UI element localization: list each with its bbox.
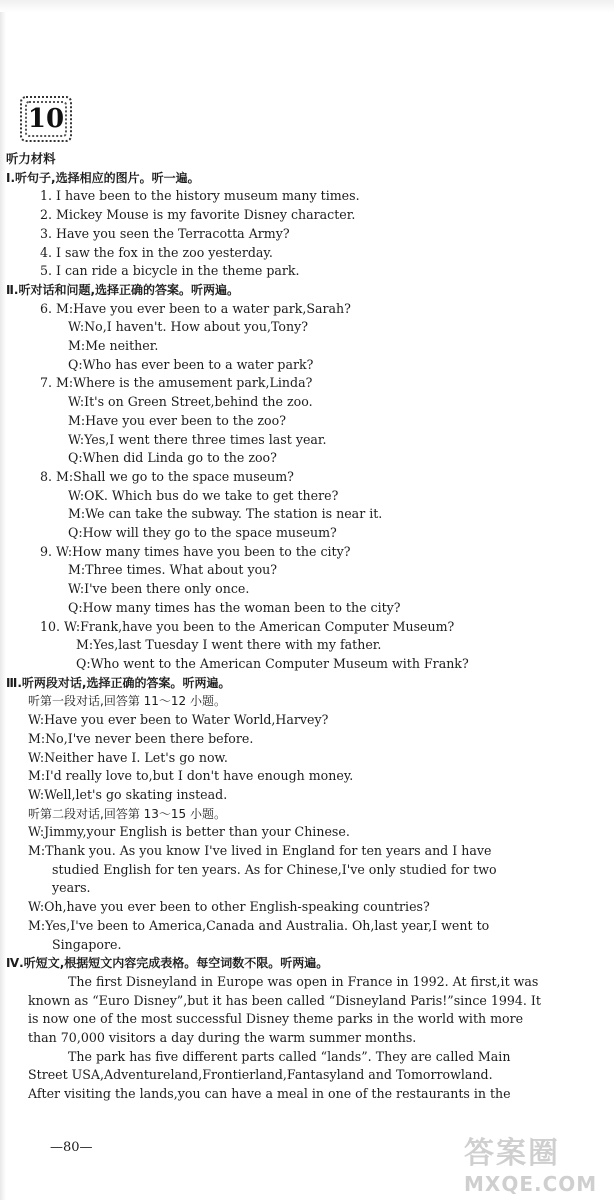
text-line: W:Have you ever been to Water World,Harvey? xyxy=(28,712,329,728)
text-line: W:Well,let's go skating instead. xyxy=(28,786,228,802)
text-line: 6. M:Have you ever been to a water park,Sarah? xyxy=(40,300,351,316)
text-line: years. xyxy=(52,880,91,896)
text-line: W:It's on Green Street,behind the zoo. xyxy=(68,394,313,410)
text-line: 听第一段对话,回答第 11～12 小题。 xyxy=(28,694,226,709)
text-line: is now one of the most successful Disney theme parks in the world with more xyxy=(28,1011,524,1027)
text-line: M:Yes,I've been to America,Canada and Australia. Oh,last year,I went to xyxy=(28,917,490,933)
text-line: Q:How will they go to the space museum? xyxy=(68,525,337,541)
text-line: 9. W:How many times have you been to the city? xyxy=(40,543,351,559)
text-line: W:Jimmy,your English is better than your Chinese. xyxy=(28,824,350,840)
text-line: M:Me neither. xyxy=(68,338,159,354)
text-line: W:Oh,have you ever been to other English-speaking countries? xyxy=(28,899,430,915)
text-line: Q:Who has ever been to a water park? xyxy=(68,356,314,372)
text-line: 听第二段对话,回答第 13～15 小题。 xyxy=(28,806,226,821)
text-line: The park has five different parts called “lands”. They are called Main xyxy=(68,1048,511,1064)
unit-number-badge: 10 xyxy=(20,96,72,142)
text-line: 5. I can ride a bicycle in the theme park. xyxy=(40,263,300,279)
watermark-logo xyxy=(464,1128,604,1196)
section-heading: Ⅲ.听两段对话,选择正确的答案。听两遍。 xyxy=(6,675,231,690)
text-line: M:No,I've never been there before. xyxy=(28,730,254,746)
text-line: Q:When did Linda go to the zoo? xyxy=(68,450,277,466)
text-line: W:Yes,I went there three times last year. xyxy=(68,431,327,447)
watermark-bottom-text: MXQE.COM xyxy=(464,1172,598,1196)
text-line: W:I've been there only once. xyxy=(68,581,250,597)
text-line: M:Have you ever been to the zoo? xyxy=(68,412,286,428)
text-line: than 70,000 visitors a day during the warm summer months. xyxy=(28,1030,417,1046)
text-line: 8. M:Shall we go to the space museum? xyxy=(40,468,294,484)
text-line: Street USA,Adventureland,Frontierland,Fantasyland and Tomorrowland. xyxy=(28,1067,493,1083)
text-line: 10. W:Frank,have you been to the American Computer Museum? xyxy=(40,618,455,634)
text-line: M:Three times. What about you? xyxy=(68,562,278,578)
text-line: W:Neither have I. Let's go now. xyxy=(28,749,228,765)
text-line: M:Thank you. As you know I've lived in England for ten years and I have xyxy=(28,843,492,859)
text-line: known as “Euro Disney”,but it has been called “Disneyland Paris!”since 1994. It xyxy=(28,992,541,1008)
text-line: M:Yes,last Tuesday I went there with my father. xyxy=(76,637,382,653)
text-line: Singapore. xyxy=(52,936,122,952)
text-line: After visiting the lands,you can have a meal in one of the restaurants in the xyxy=(28,1086,511,1102)
section-heading: Ⅱ.听对话和问题,选择正确的答案。听两遍。 xyxy=(6,282,240,297)
text-line: 7. M:Where is the amusement park,Linda? xyxy=(40,375,313,391)
section-heading: Ⅰ.听句子,选择相应的图片。听一遍。 xyxy=(6,170,200,185)
page-number: —80— xyxy=(50,1140,93,1155)
text-line: The first Disneyland in Europe was open in France in 1992. At first,it was xyxy=(68,973,539,989)
text-line: 4. I saw the fox in the zoo yesterday. xyxy=(40,244,273,260)
text-line: W:No,I haven't. How about you,Tony? xyxy=(68,319,308,335)
text-line: 2. Mickey Mouse is my favorite Disney character. xyxy=(40,207,356,223)
text-line: 3. Have you seen the Terracotta Army? xyxy=(40,225,290,241)
text-line: M:I'd really love to,but I don't have enough money. xyxy=(28,768,354,784)
watermark-top-text: 答案圈 xyxy=(464,1136,560,1171)
listening-material xyxy=(6,150,606,1104)
text-line: 1. I have been to the history museum many times. xyxy=(40,188,360,204)
section-heading: Ⅳ.听短文,根据短文内容完成表格。每空词数不限。听两遍。 xyxy=(6,956,329,971)
text-line: Q:How many times has the woman been to the city? xyxy=(68,599,401,615)
material-heading: 听力材料 xyxy=(6,151,56,166)
page-top-edge xyxy=(0,0,614,12)
text-line: M:We can take the subway. The station is near it. xyxy=(68,506,383,522)
text-line: W:OK. Which bus do we take to get there? xyxy=(68,487,339,503)
material-lines xyxy=(6,169,606,1104)
text-line: Q:Who went to the American Computer Museum with Frank? xyxy=(76,655,469,671)
text-line: studied English for ten years. As for Chinese,I've only studied for two xyxy=(52,861,497,877)
